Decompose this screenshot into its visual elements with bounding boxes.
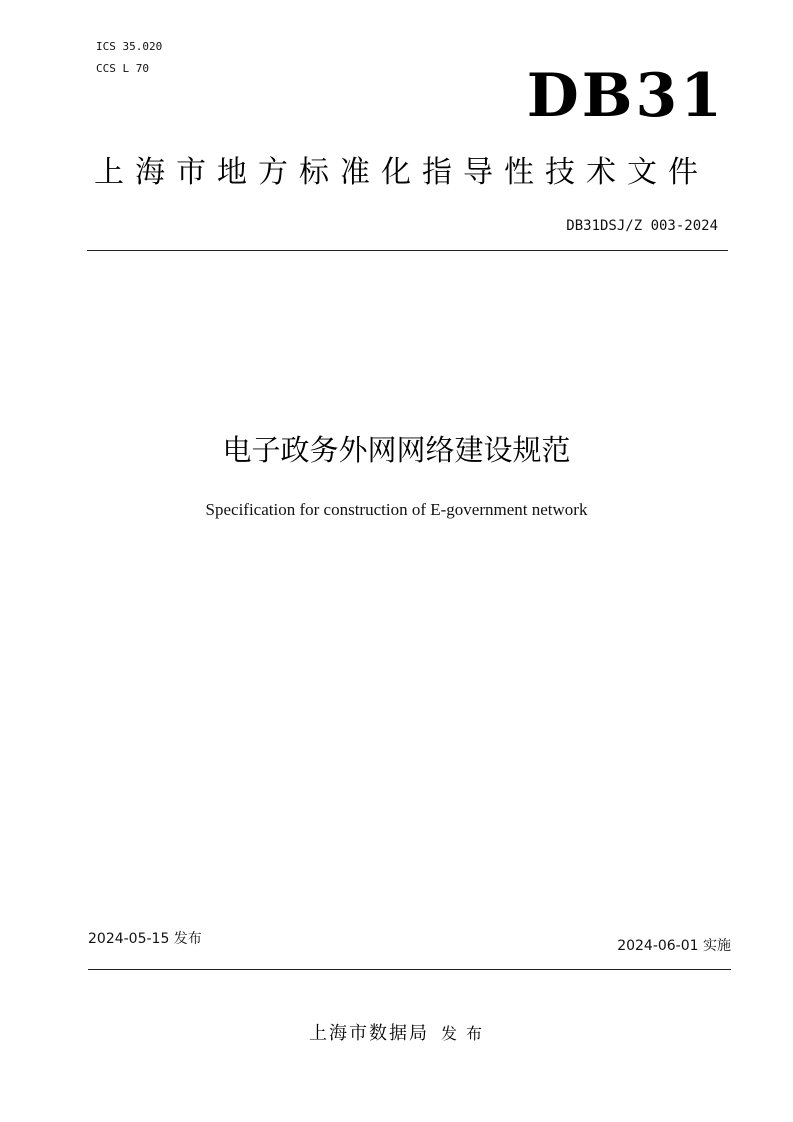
document-type-heading: 上海市地方标准化指导性技术文件 [94,155,709,190]
publisher-suffix: 发 布 [440,1024,485,1043]
publisher-name: 上海市数据局 [308,1023,429,1044]
document-title-chinese: 电子政务外网网络建设规范 [222,433,571,467]
implementation-date: 2024-06-01 实施 [617,938,731,954]
document-title-english: Specification for construction of E-government network [205,500,588,519]
publisher-line [0,1020,793,1048]
bottom-divider [88,969,731,970]
ics-code: ICS 35.020 [96,40,163,53]
issue-date: 2024-05-15 发布 [88,931,202,947]
top-divider [87,250,728,251]
ccs-code: CCS L 70 [96,62,149,75]
standard-code-logo: DB31 [526,61,725,131]
document-number: DB31DSJ/Z 003-2024 [566,218,718,234]
